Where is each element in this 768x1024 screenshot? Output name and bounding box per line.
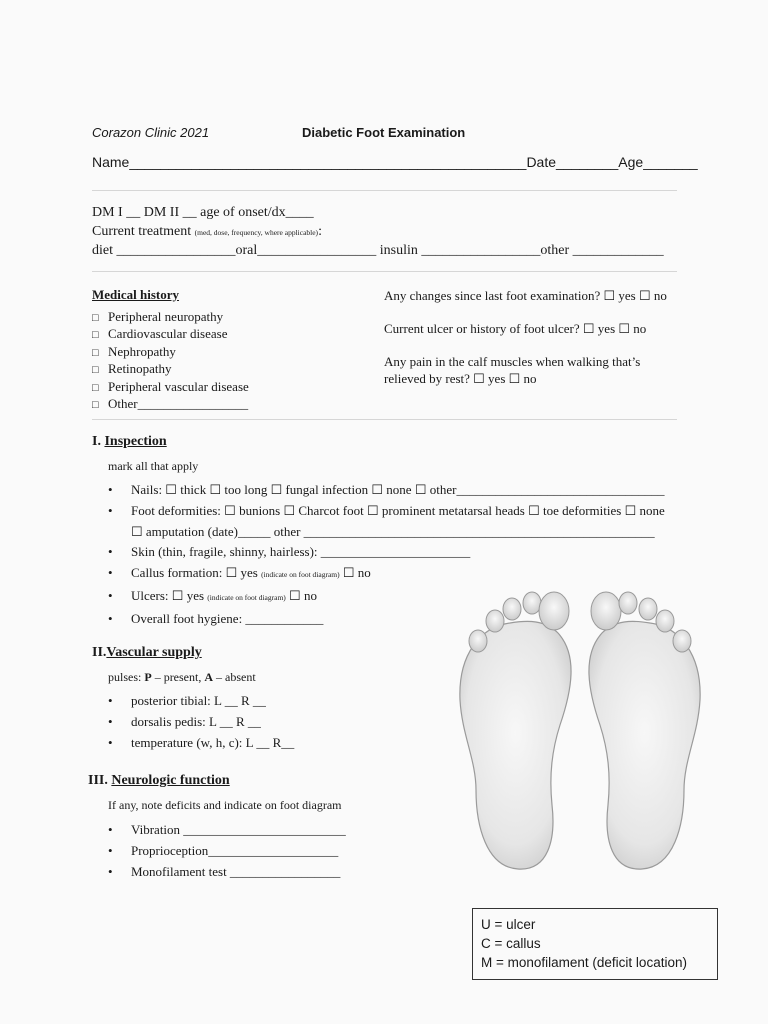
checkbox-icon[interactable]: □ xyxy=(92,329,99,342)
clinic-name: Corazon Clinic 2021 xyxy=(92,125,210,140)
monofilament-item[interactable]: • Monofilament test _________________ xyxy=(108,862,346,883)
pulses-legend: pulses: P – present, A – absent xyxy=(108,670,256,684)
treatment-colon: : xyxy=(318,224,322,239)
treatment-line[interactable]: diet _________________oral_________________ insulin _________________other _____________ xyxy=(92,243,664,258)
question-foot-exam-changes[interactable]: Any changes since last foot examination? ☐ yes ☐ no xyxy=(384,288,667,303)
vascular-heading: II.Vascular supply xyxy=(92,645,202,660)
left-foot-icon[interactable] xyxy=(460,592,571,869)
question-calf-pain-answer[interactable]: relieved by rest? ☐ yes ☐ no xyxy=(384,371,537,386)
inspection-heading: I. Inspection xyxy=(92,434,167,449)
vascular-list xyxy=(108,691,294,753)
right-foot-icon[interactable] xyxy=(589,592,700,869)
divider xyxy=(92,271,677,272)
list-item[interactable]: □ Nephropathy xyxy=(92,344,249,361)
current-treatment-label xyxy=(92,224,322,240)
legend-ulcer: U = ulcer xyxy=(481,917,536,932)
ulcers-item[interactable]: • Ulcers: ☐ yes (indicate on foot diagram) ☐ no xyxy=(108,586,665,609)
divider xyxy=(92,190,677,191)
foot-hygiene-item[interactable]: • Overall foot hygiene: ____________ xyxy=(108,609,665,630)
nails-item[interactable]: • Nails: ☐ thick ☐ too long ☐ fungal infection ☐ none ☐ other________________________________ xyxy=(108,480,665,501)
foot-deformities-item[interactable]: • Foot deformities: ☐ bunions ☐ Charcot foot ☐ prominent metatarsal heads ☐ toe deformities ☐ none xyxy=(108,501,665,522)
list-item[interactable]: □ Retinopathy xyxy=(92,361,249,378)
neurologic-list xyxy=(108,820,346,882)
list-item[interactable]: □ Cardiovascular disease xyxy=(92,326,249,343)
diabetes-type-line[interactable]: DM I __ DM II __ age of onset/dx____ xyxy=(92,205,314,220)
question-foot-ulcer[interactable]: Current ulcer or history of foot ulcer? ☐ yes ☐ no xyxy=(384,321,647,336)
legend-callus: C = callus xyxy=(481,936,541,951)
foot-diagram[interactable] xyxy=(440,585,720,875)
legend-monofilament: M = monofilament (deficit location) xyxy=(481,955,687,970)
posterior-tibial-item[interactable]: • posterior tibial: L __ R __ xyxy=(108,691,294,712)
question-calf-pain: Any pain in the calf muscles when walking that’s xyxy=(384,354,641,369)
proprioception-item[interactable]: • Proprioception____________________ xyxy=(108,841,346,862)
vibration-item[interactable]: • Vibration _________________________ xyxy=(108,820,346,841)
divider xyxy=(92,419,677,420)
list-item[interactable]: □ Peripheral vascular disease xyxy=(92,379,249,396)
skin-item[interactable]: • Skin (thin, fragile, shinny, hairless): _______________________ xyxy=(108,542,665,563)
checkbox-icon[interactable]: □ xyxy=(92,399,99,412)
form-title: Diabetic Foot Examination xyxy=(302,125,466,140)
list-item[interactable]: □ Peripheral neuropathy xyxy=(92,309,249,326)
list-item[interactable]: □ Other_________________ xyxy=(92,396,249,413)
treatment-label: Current treatment xyxy=(92,224,192,239)
checkbox-icon[interactable]: □ xyxy=(92,312,99,324)
checkbox-icon[interactable]: □ xyxy=(92,364,99,377)
foot-deformities-continued[interactable]: ☐ amputation (date)_____ other ______________________________________________________ xyxy=(131,523,655,539)
medical-history-list xyxy=(92,309,249,413)
callus-item[interactable]: • Callus formation: ☐ yes (indicate on foot diagram) ☐ no xyxy=(108,563,665,586)
checkbox-icon[interactable]: □ xyxy=(92,346,99,359)
dorsalis-pedis-item[interactable]: • dorsalis pedis: L __ R __ xyxy=(108,712,294,733)
medical-history-heading: Medical history xyxy=(92,287,180,302)
inspection-instruction: mark all that apply xyxy=(108,459,199,473)
checkbox-icon[interactable]: □ xyxy=(92,381,99,394)
treatment-note: (med, dose, frequency, where applicable) xyxy=(194,228,319,237)
temperature-item[interactable]: • temperature (w, h, c): L __ R__ xyxy=(108,733,294,754)
diagram-legend xyxy=(472,908,718,980)
neurologic-heading: III. Neurologic function xyxy=(88,773,230,788)
neurologic-instruction: If any, note deficits and indicate on foot diagram xyxy=(108,798,342,812)
name-date-age-line[interactable]: Name___________________________________________________Date________Age_______ xyxy=(92,154,698,170)
